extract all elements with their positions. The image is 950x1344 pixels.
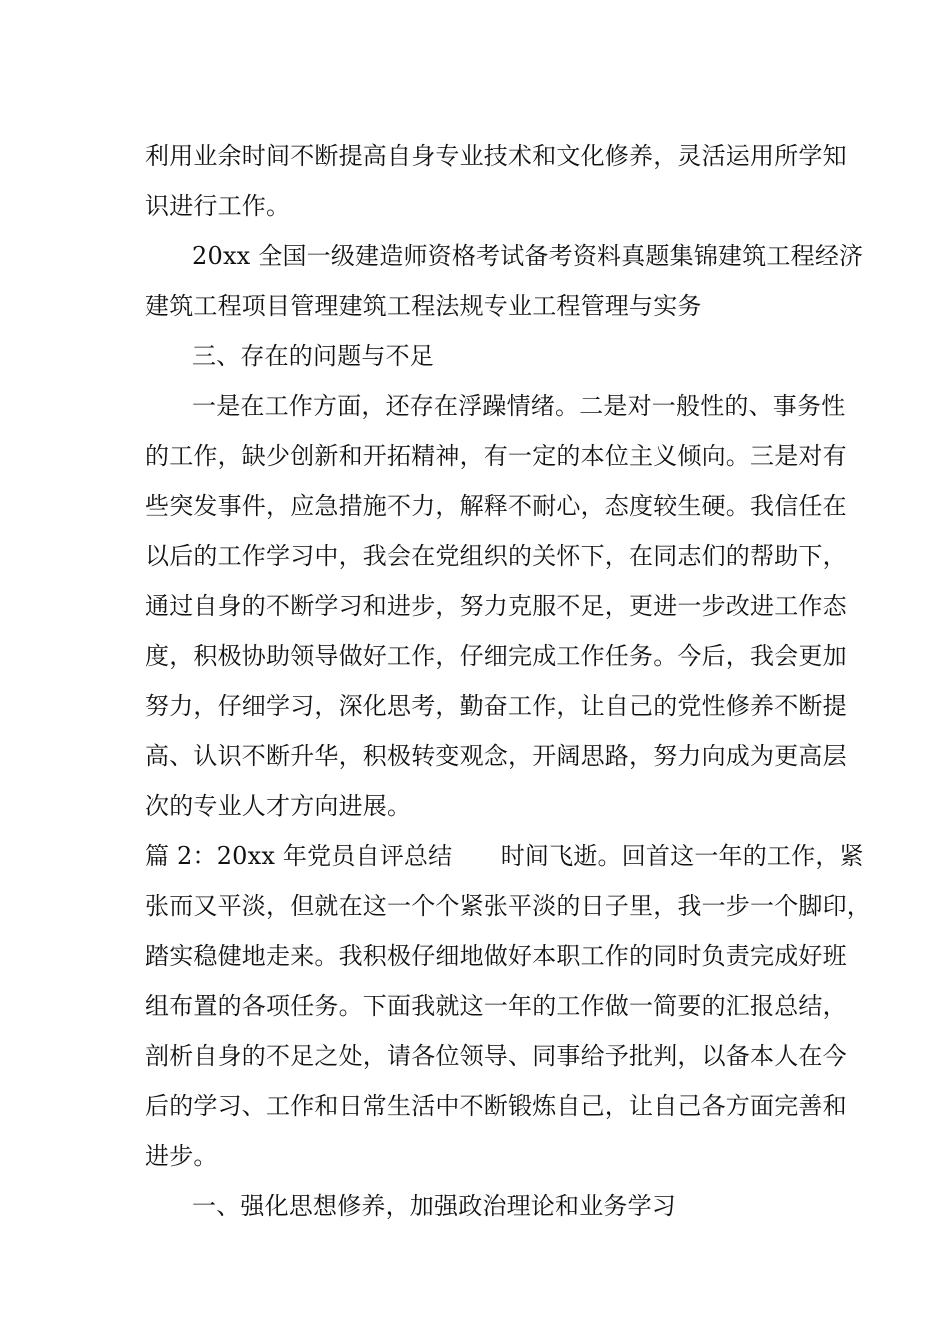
- text-line: 进步。: [145, 1142, 218, 1170]
- text-line: 以后的工作学习中，我会在党组织的关怀下，在同志们的帮助下，: [145, 542, 847, 570]
- text-line: 20xx 全国一级建造师资格考试备考资料真题集锦建筑工程经济: [192, 242, 864, 270]
- text-line: 踏实稳健地走来。我积极仔细地做好本职工作的同时负责完成好班: [145, 942, 847, 970]
- text-line: 次的专业人才方向进展。: [145, 792, 412, 820]
- text-line: 努力，仔细学习，深化思考，勤奋工作，让自己的党性修养不断提: [145, 692, 847, 720]
- text-line: 建筑工程项目管理建筑工程法规专业工程管理与实务: [145, 292, 702, 320]
- section-heading: 三、存在的问题与不足: [192, 342, 434, 370]
- text-line: 一是在工作方面，还存在浮躁情绪。二是对一般性的、事务性: [192, 392, 846, 420]
- text-line: 通过自身的不断学习和进步，努力克服不足，更进一步改进工作态: [145, 592, 847, 620]
- section-heading: 一、强化思想修养，加强政治理论和业务学习: [192, 1192, 676, 1220]
- text-line: 些突发事件，应急措施不力，解释不耐心，态度较生硬。我信任在: [145, 492, 847, 520]
- text-line: 高、认识不断升华，积极转变观念，开阔思路，努力向成为更高层: [145, 742, 847, 770]
- text-line: 剖析自身的不足之处，请各位领导、同事给予批判，以备本人在今: [145, 1042, 847, 1070]
- text-line: 张而又平淡，但就在这一个个紧张平淡的日子里，我一步一个脚印，: [145, 892, 871, 920]
- text-line: 利用业余时间不断提高自身专业技术和文化修养，灵活运用所学知: [145, 142, 847, 170]
- text-line: 组布置的各项任务。下面我就这一年的工作做一简要的汇报总结，: [145, 992, 847, 1020]
- text-line: 的工作，缺少创新和开拓精神，有一定的本位主义倾向。三是对有: [145, 442, 847, 470]
- text-line: 篇 2：20xx 年党员自评总结 时间飞逝。回首这一年的工作，紧: [145, 842, 864, 870]
- text-line: 识进行工作。: [145, 192, 291, 220]
- text-line: 后的学习、工作和日常生活中不断锻炼自己，让自己各方面完善和: [145, 1092, 847, 1120]
- text-line: 度，积极协助领导做好工作，仔细完成工作任务。今后，我会更加: [145, 642, 847, 670]
